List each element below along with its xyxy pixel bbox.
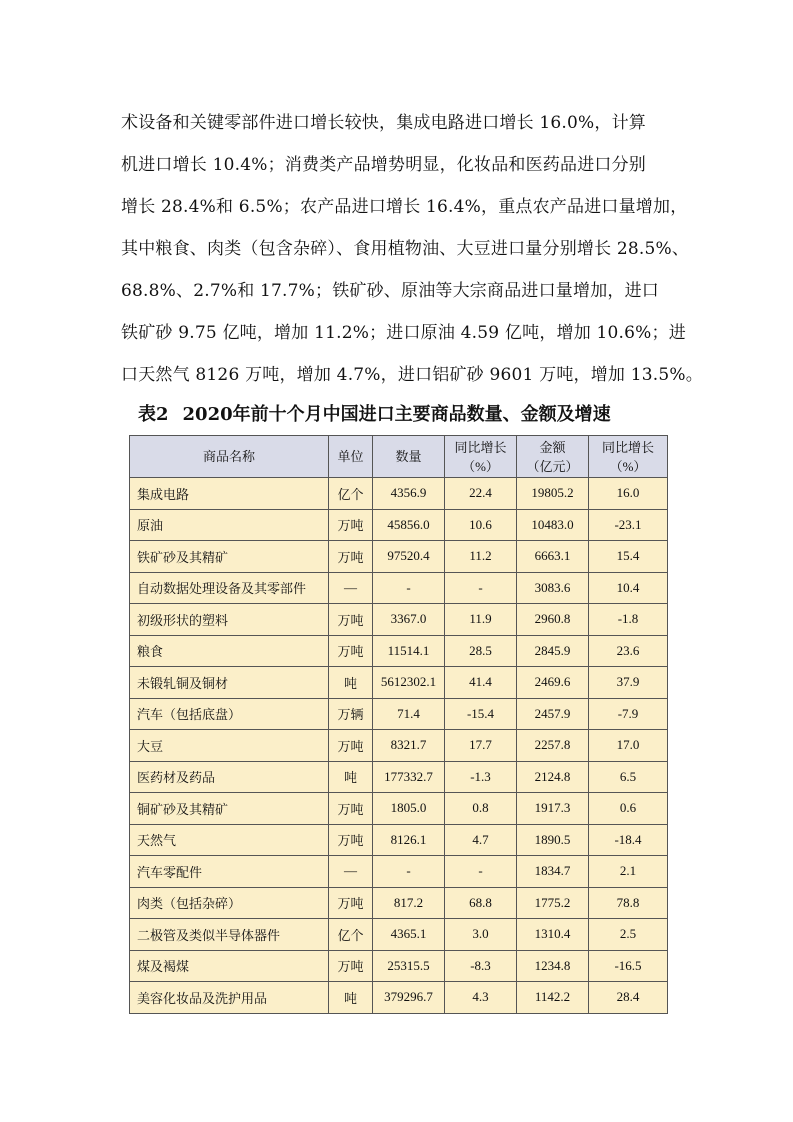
paragraph-line: 增长 28.4%和 6.5%；农产品进口增长 16.4%，重点农产品进口量增加， <box>121 197 688 217</box>
paragraph-line: 其中粮食、肉类（包含杂碎）、食用植物油、大豆进口量分别增长 28.5%、 <box>121 239 690 259</box>
header-unit: 单位 <box>329 436 373 478</box>
paragraph-line: 术设备和关键零部件进口增长较快，集成电路进口增长 16.0%，计算 <box>121 113 647 133</box>
body-paragraph <box>121 102 703 396</box>
cell-qty-growth: 22.4 <box>445 478 517 510</box>
cell-name: 汽车（包括底盘） <box>130 698 329 730</box>
cell-amount: 2457.9 <box>517 698 589 730</box>
table-row <box>130 572 668 604</box>
cell-amount: 1775.2 <box>517 887 589 919</box>
cell-amt-growth: 16.0 <box>589 478 668 510</box>
cell-unit: 万吨 <box>329 604 373 636</box>
cell-unit: 万吨 <box>329 509 373 541</box>
cell-name: 大豆 <box>130 730 329 762</box>
cell-qty-growth: 3.0 <box>445 919 517 951</box>
cell-amt-growth: 37.9 <box>589 667 668 699</box>
cell-unit: 万吨 <box>329 541 373 573</box>
cell-name: 医药材及药品 <box>130 761 329 793</box>
cell-qty-growth: 4.7 <box>445 824 517 856</box>
cell-qty-growth: 41.4 <box>445 667 517 699</box>
cell-name: 美容化妆品及洗护用品 <box>130 982 329 1014</box>
cell-unit: 吨 <box>329 982 373 1014</box>
table-row <box>130 856 668 888</box>
header-qty-growth <box>445 436 517 478</box>
table-row <box>130 604 668 636</box>
cell-qty-growth: 4.3 <box>445 982 517 1014</box>
cell-amt-growth: 10.4 <box>589 572 668 604</box>
cell-unit: 万吨 <box>329 793 373 825</box>
table-row <box>130 919 668 951</box>
cell-unit: 万辆 <box>329 698 373 730</box>
paragraph-line: 口天然气 8126 万吨，增加 4.7%，进口铝矿砂 9601 万吨，增加 13.5%。 <box>121 365 703 385</box>
cell-amount: 1310.4 <box>517 919 589 951</box>
table-row <box>130 761 668 793</box>
cell-amount: 1234.8 <box>517 950 589 982</box>
cell-unit: 亿个 <box>329 919 373 951</box>
cell-amt-growth: 23.6 <box>589 635 668 667</box>
table-row <box>130 730 668 762</box>
table-row <box>130 887 668 919</box>
cell-qty-growth: 0.8 <box>445 793 517 825</box>
cell-amt-growth: -16.5 <box>589 950 668 982</box>
cell-quantity: 45856.0 <box>373 509 445 541</box>
cell-amt-growth: -18.4 <box>589 824 668 856</box>
cell-quantity: 1805.0 <box>373 793 445 825</box>
cell-name: 铜矿砂及其精矿 <box>130 793 329 825</box>
cell-amount: 6663.1 <box>517 541 589 573</box>
cell-qty-growth: -8.3 <box>445 950 517 982</box>
header-name: 商品名称 <box>130 436 329 478</box>
table-caption-label: 表2 <box>138 404 169 425</box>
cell-unit: 万吨 <box>329 950 373 982</box>
table-row <box>130 982 668 1014</box>
cell-amount: 2845.9 <box>517 635 589 667</box>
cell-unit: 吨 <box>329 667 373 699</box>
cell-unit: 亿个 <box>329 478 373 510</box>
cell-amount: 1890.5 <box>517 824 589 856</box>
cell-name: 汽车零配件 <box>130 856 329 888</box>
cell-unit: 万吨 <box>329 824 373 856</box>
cell-amt-growth: 0.6 <box>589 793 668 825</box>
cell-amt-growth: 2.1 <box>589 856 668 888</box>
table-body <box>130 478 668 1014</box>
cell-quantity: - <box>373 856 445 888</box>
cell-unit: 万吨 <box>329 730 373 762</box>
header-amount-line1: 金额 <box>539 439 566 455</box>
cell-quantity: - <box>373 572 445 604</box>
cell-name: 铁矿砂及其精矿 <box>130 541 329 573</box>
cell-quantity: 8126.1 <box>373 824 445 856</box>
header-amount-line2: （亿元） <box>526 458 579 474</box>
cell-amt-growth: 17.0 <box>589 730 668 762</box>
cell-qty-growth: 11.2 <box>445 541 517 573</box>
cell-unit: — <box>329 856 373 888</box>
table-row <box>130 824 668 856</box>
cell-qty-growth: - <box>445 856 517 888</box>
paragraph-line: 机进口增长 10.4%；消费类产品增势明显，化妆品和医药品进口分别 <box>121 155 647 175</box>
cell-qty-growth: 68.8 <box>445 887 517 919</box>
cell-quantity: 3367.0 <box>373 604 445 636</box>
cell-name: 未锻轧铜及铜材 <box>130 667 329 699</box>
cell-qty-growth: -15.4 <box>445 698 517 730</box>
cell-quantity: 817.2 <box>373 887 445 919</box>
cell-name: 天然气 <box>130 824 329 856</box>
header-qty-growth-line2: （%） <box>462 458 499 474</box>
cell-quantity: 177332.7 <box>373 761 445 793</box>
cell-quantity: 4356.9 <box>373 478 445 510</box>
cell-name: 肉类（包括杂碎） <box>130 887 329 919</box>
import-commodities-table <box>129 435 668 1014</box>
table-header-row <box>130 436 668 478</box>
cell-amt-growth: -23.1 <box>589 509 668 541</box>
table-row <box>130 478 668 510</box>
paragraph-line: 68.8%、2.7%和 17.7%；铁矿砂、原油等大宗商品进口量增加，进口 <box>121 281 660 301</box>
cell-name: 二极管及类似半导体器件 <box>130 919 329 951</box>
header-quantity: 数量 <box>373 436 445 478</box>
header-amt-growth-line2: （%） <box>609 458 647 474</box>
cell-amount: 1834.7 <box>517 856 589 888</box>
paragraph-line: 铁矿砂 9.75 亿吨，增加 11.2%；进口原油 4.59 亿吨，增加 10.6%；进 <box>121 323 686 343</box>
cell-name: 自动数据处理设备及其零部件 <box>130 572 329 604</box>
table-row <box>130 541 668 573</box>
cell-unit: 万吨 <box>329 635 373 667</box>
table-row <box>130 509 668 541</box>
cell-name: 粮食 <box>130 635 329 667</box>
cell-unit: 万吨 <box>329 887 373 919</box>
cell-amt-growth: 78.8 <box>589 887 668 919</box>
cell-qty-growth: - <box>445 572 517 604</box>
table-caption <box>128 400 668 426</box>
header-amount <box>517 436 589 478</box>
cell-name: 初级形状的塑料 <box>130 604 329 636</box>
cell-amount: 2124.8 <box>517 761 589 793</box>
cell-amt-growth: -7.9 <box>589 698 668 730</box>
cell-amount: 10483.0 <box>517 509 589 541</box>
cell-amount: 1917.3 <box>517 793 589 825</box>
table-row <box>130 635 668 667</box>
cell-name: 原油 <box>130 509 329 541</box>
cell-unit: 吨 <box>329 761 373 793</box>
cell-amount: 19805.2 <box>517 478 589 510</box>
table-row <box>130 950 668 982</box>
cell-amt-growth: -1.8 <box>589 604 668 636</box>
cell-quantity: 4365.1 <box>373 919 445 951</box>
header-qty-growth-line1: 同比增长 <box>454 439 507 455</box>
cell-qty-growth: 17.7 <box>445 730 517 762</box>
table-row <box>130 793 668 825</box>
table-row <box>130 698 668 730</box>
cell-amount: 2257.8 <box>517 730 589 762</box>
cell-quantity: 71.4 <box>373 698 445 730</box>
header-amt-growth <box>589 436 668 478</box>
cell-quantity: 8321.7 <box>373 730 445 762</box>
cell-name: 集成电路 <box>130 478 329 510</box>
cell-unit: — <box>329 572 373 604</box>
cell-quantity: 11514.1 <box>373 635 445 667</box>
cell-qty-growth: 28.5 <box>445 635 517 667</box>
cell-amount: 2469.6 <box>517 667 589 699</box>
cell-amt-growth: 28.4 <box>589 982 668 1014</box>
table-caption-title: 2020年前十个月中国进口主要商品数量、金额及增速 <box>182 404 611 425</box>
cell-amount: 3083.6 <box>517 572 589 604</box>
cell-qty-growth: 10.6 <box>445 509 517 541</box>
cell-quantity: 25315.5 <box>373 950 445 982</box>
cell-qty-growth: 11.9 <box>445 604 517 636</box>
cell-quantity: 97520.4 <box>373 541 445 573</box>
cell-quantity: 5612302.1 <box>373 667 445 699</box>
cell-name: 煤及褐煤 <box>130 950 329 982</box>
cell-quantity: 379296.7 <box>373 982 445 1014</box>
cell-amt-growth: 2.5 <box>589 919 668 951</box>
cell-amt-growth: 6.5 <box>589 761 668 793</box>
cell-qty-growth: -1.3 <box>445 761 517 793</box>
header-amt-growth-line1: 同比增长 <box>601 439 654 455</box>
table-row <box>130 667 668 699</box>
cell-amount: 1142.2 <box>517 982 589 1014</box>
cell-amt-growth: 15.4 <box>589 541 668 573</box>
cell-amount: 2960.8 <box>517 604 589 636</box>
